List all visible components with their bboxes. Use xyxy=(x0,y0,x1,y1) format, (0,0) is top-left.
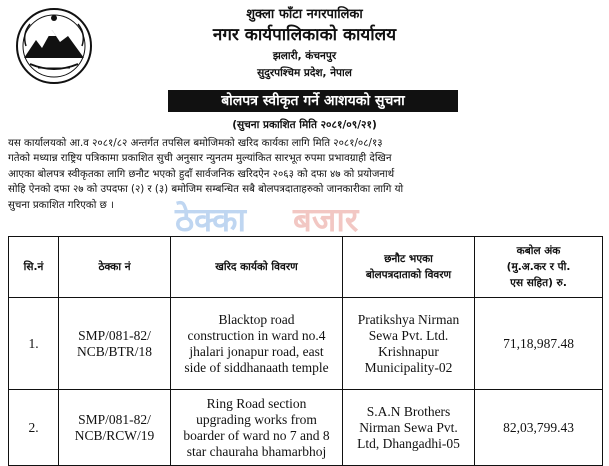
header-amount-line: एस सहित) रु. xyxy=(510,277,567,289)
contract-line: SMP/081-82/ xyxy=(78,411,151,427)
notice-title: बोलपत्र स्वीकृत गर्ने आशयको सुचना xyxy=(168,90,458,112)
header-amount-line: (मु.अ.कर र पी. xyxy=(506,261,571,273)
cell-description xyxy=(171,390,343,466)
cell-description xyxy=(171,298,343,390)
description-line: Ring Road section xyxy=(206,395,307,411)
header-bidder-line: छनौट भएका xyxy=(384,253,433,265)
header-amount-line: कबोल अंक xyxy=(516,245,561,257)
cell-sn: 2. xyxy=(9,390,59,466)
description-line: construction in ward no.4 xyxy=(187,327,326,343)
contract-line: SMP/081-82/ xyxy=(78,327,151,343)
publication-date: (सुचना प्रकाशित मिति २०८१/०९/२१) xyxy=(232,119,377,131)
cell-amount: 82,03,799.43 xyxy=(475,390,603,466)
header-bidder xyxy=(343,237,475,298)
watermark-part1: ठेक्का xyxy=(175,200,247,239)
header-sn: सि.नं xyxy=(9,237,59,298)
description-line: upgrading works from xyxy=(196,411,317,427)
office-name: नगर कार्यपालिकाको कार्यालय xyxy=(212,25,397,45)
table-row xyxy=(9,390,603,466)
bid-table xyxy=(8,236,603,466)
watermark xyxy=(175,196,445,239)
cell-contract-no xyxy=(59,298,171,390)
table-row xyxy=(9,298,603,390)
table-header-row xyxy=(9,237,603,298)
cell-contract-no xyxy=(59,390,171,466)
bidder-line: Municipality-02 xyxy=(364,359,453,375)
office-location: झलारी, कंचनपुर xyxy=(272,50,337,62)
header-bidder-line: बोलपत्रदाताको विवरण xyxy=(365,269,452,281)
contract-line: NCB/RCW/19 xyxy=(74,427,155,443)
municipality-name: शुक्ला फाँटा नगरपालिका xyxy=(246,7,363,22)
cell-bidder xyxy=(343,390,475,466)
watermark-part2: बजार xyxy=(293,200,359,239)
header-description: खरिद कार्यको विवरण xyxy=(171,237,343,298)
cell-bidder xyxy=(343,298,475,390)
description-line: side of siddhanaath temple xyxy=(184,359,329,375)
description-line: star chauraha bhamarbhoj xyxy=(186,443,327,459)
bidder-line: S.A.N Brothers xyxy=(366,403,451,419)
bidder-line: Ltd, Dhangadhi-05 xyxy=(357,435,460,451)
body-line: गतेको मध्यान्न राष्ट्रिय पत्रिकामा प्रकाशित सुची अनुसार न्युनतम मुल्यांकित सारभूत रुपमा प्रभावग्राही देखिन xyxy=(8,153,392,165)
body-line: सुचना प्रकाशित गरिएको छ । xyxy=(8,199,114,211)
header-amount xyxy=(475,237,603,298)
header-contract-no: ठेक्का नं xyxy=(59,237,171,298)
bidder-line: Nirman Sewa Pvt. xyxy=(359,419,458,435)
body-line: यस कार्यालयको आ.व २०८१/८२ अन्तर्गत तपसिल बमोजिमको खरिद कार्यका लागि मिति २०८१/०८/१३ xyxy=(8,138,383,149)
description-line: Blacktop road xyxy=(218,311,295,327)
notice-header xyxy=(0,0,609,92)
bidder-line: Sewa Pvt. Ltd. xyxy=(368,327,449,343)
office-province: सुदुरपश्चिम प्रदेश, नेपाल xyxy=(257,67,352,79)
description-line: boarder of ward no 7 and 8 xyxy=(183,427,330,443)
body-line: आएका बोलपत्र स्वीकृतका लागि छनौट भएको हुदाँ सार्वजनिक खरिदऐन २०६३ को दफा ४७ को प्रयोजनार्थ xyxy=(8,168,395,180)
bidder-line: Krishnapur xyxy=(378,343,439,359)
body-line: सोहि ऐनको दफा २७ को उपदफा (२) र (३) बमोजिम सम्बन्धित सबै बोलपत्रदाताहरुको जानकारीका लागि यो xyxy=(8,184,404,196)
bidder-line: Pratikshya Nirman xyxy=(357,311,460,327)
cell-sn: 1. xyxy=(9,298,59,390)
cell-amount: 71,18,987.48 xyxy=(475,298,603,390)
contract-line: NCB/BTR/18 xyxy=(76,343,152,359)
description-line: jhalari jonapur road, east xyxy=(189,343,324,359)
